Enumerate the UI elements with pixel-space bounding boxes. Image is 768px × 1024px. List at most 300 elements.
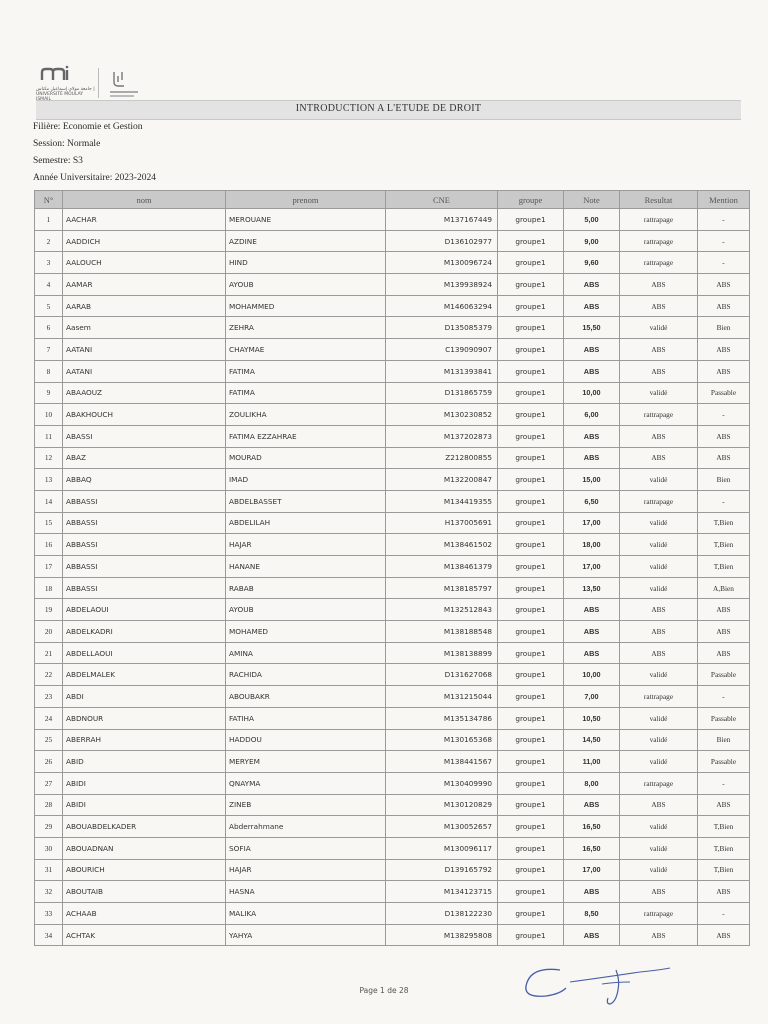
student-mention: Passable <box>698 664 750 686</box>
student-resultat: rattrapage <box>620 404 698 426</box>
student-mention: - <box>698 230 750 252</box>
student-groupe: groupe1 <box>498 686 564 708</box>
table-row <box>35 469 750 491</box>
table-row <box>35 490 750 512</box>
table-row <box>35 903 750 925</box>
student-nom: AAMAR <box>63 274 226 296</box>
student-note: 11,00 <box>564 751 620 773</box>
student-prenom: HANANE <box>226 556 386 578</box>
student-prenom: AYOUB <box>226 274 386 296</box>
student-mention: ABS <box>698 621 750 643</box>
row-number: 30 <box>35 837 63 859</box>
row-number: 15 <box>35 512 63 534</box>
table-row <box>35 425 750 447</box>
row-number: 2 <box>35 230 63 252</box>
student-nom: ACHTAK <box>63 924 226 946</box>
student-nom: ABAZ <box>63 447 226 469</box>
student-groupe: groupe1 <box>498 469 564 491</box>
student-mention: ABS <box>698 339 750 361</box>
table-row <box>35 447 750 469</box>
student-groupe: groupe1 <box>498 751 564 773</box>
student-groupe: groupe1 <box>498 599 564 621</box>
student-mention: T,Bien <box>698 534 750 556</box>
student-nom: ABBASSI <box>63 512 226 534</box>
student-resultat: validé <box>620 556 698 578</box>
filiere-line: Filière: Economie et Gestion <box>33 122 143 132</box>
student-cne: M138461502 <box>386 534 498 556</box>
student-prenom: Abderrahmane <box>226 816 386 838</box>
table-row <box>35 859 750 881</box>
semestre-line: Semestre: S3 <box>33 156 83 166</box>
student-resultat: ABS <box>620 339 698 361</box>
row-number: 20 <box>35 621 63 643</box>
student-cne: D131865759 <box>386 382 498 404</box>
col-header-cne: CNE <box>386 191 498 209</box>
student-note: ABS <box>564 642 620 664</box>
table-row <box>35 686 750 708</box>
student-resultat: validé <box>620 577 698 599</box>
student-mention: T,Bien <box>698 816 750 838</box>
student-prenom: ZOULIKHA <box>226 404 386 426</box>
student-note: 10,00 <box>564 382 620 404</box>
student-cne: M131393841 <box>386 360 498 382</box>
table-row <box>35 230 750 252</box>
student-groupe: groupe1 <box>498 339 564 361</box>
student-prenom: FATIHA <box>226 707 386 729</box>
student-resultat: ABS <box>620 621 698 643</box>
student-note: ABS <box>564 794 620 816</box>
student-resultat: validé <box>620 859 698 881</box>
student-note: 14,50 <box>564 729 620 751</box>
student-nom: ABOUADNAN <box>63 837 226 859</box>
student-prenom: ZEHRA <box>226 317 386 339</box>
table-row <box>35 534 750 556</box>
student-prenom: AMINA <box>226 642 386 664</box>
student-groupe: groupe1 <box>498 447 564 469</box>
row-number: 31 <box>35 859 63 881</box>
row-number: 1 <box>35 209 63 231</box>
row-number: 19 <box>35 599 63 621</box>
table-row <box>35 209 750 231</box>
student-prenom: YAHYA <box>226 924 386 946</box>
student-resultat: validé <box>620 837 698 859</box>
student-prenom: QNAYMA <box>226 772 386 794</box>
student-resultat: ABS <box>620 642 698 664</box>
student-mention: ABS <box>698 794 750 816</box>
col-header-prenom: prenom <box>226 191 386 209</box>
student-resultat: rattrapage <box>620 209 698 231</box>
grades-table <box>34 190 750 946</box>
student-resultat: rattrapage <box>620 490 698 512</box>
student-mention: ABS <box>698 295 750 317</box>
student-mention: Bien <box>698 317 750 339</box>
student-groupe: groupe1 <box>498 621 564 643</box>
student-nom: ABBASSI <box>63 490 226 512</box>
student-prenom: FATIMA <box>226 382 386 404</box>
student-nom: ABBASSI <box>63 534 226 556</box>
student-mention: - <box>698 404 750 426</box>
row-number: 5 <box>35 295 63 317</box>
student-note: 10,50 <box>564 707 620 729</box>
student-cne: M138441567 <box>386 751 498 773</box>
student-mention: - <box>698 209 750 231</box>
student-note: 17,00 <box>564 512 620 534</box>
student-note: 13,50 <box>564 577 620 599</box>
row-number: 18 <box>35 577 63 599</box>
student-note: 6,00 <box>564 404 620 426</box>
student-cne: M130120829 <box>386 794 498 816</box>
student-mention: A,Bien <box>698 577 750 599</box>
student-resultat: ABS <box>620 295 698 317</box>
student-nom: ABDELKADRI <box>63 621 226 643</box>
student-mention: T,Bien <box>698 837 750 859</box>
faculty-logo-icon <box>104 66 144 102</box>
student-prenom: AYOUB <box>226 599 386 621</box>
table-row <box>35 339 750 361</box>
student-prenom: MALIKA <box>226 903 386 925</box>
page-number: Page 1 de 28 <box>359 986 409 995</box>
student-resultat: rattrapage <box>620 686 698 708</box>
student-note: 16,50 <box>564 816 620 838</box>
student-prenom: HASNA <box>226 881 386 903</box>
student-prenom: FATIMA <box>226 360 386 382</box>
student-mention: ABS <box>698 599 750 621</box>
signature <box>520 958 680 1008</box>
student-note: 18,00 <box>564 534 620 556</box>
student-mention: Bien <box>698 469 750 491</box>
student-resultat: ABS <box>620 794 698 816</box>
table-row <box>35 577 750 599</box>
student-cne: M130230852 <box>386 404 498 426</box>
student-nom: ABASSI <box>63 425 226 447</box>
student-resultat: ABS <box>620 599 698 621</box>
student-mention: ABS <box>698 274 750 296</box>
col-header-groupe: groupe <box>498 191 564 209</box>
logo-divider <box>98 68 99 98</box>
row-number: 28 <box>35 794 63 816</box>
student-note: ABS <box>564 447 620 469</box>
student-resultat: validé <box>620 751 698 773</box>
session-line: Session: Normale <box>33 139 101 149</box>
row-number: 3 <box>35 252 63 274</box>
row-number: 11 <box>35 425 63 447</box>
student-mention: - <box>698 772 750 794</box>
student-cne: M139938924 <box>386 274 498 296</box>
student-note: 17,00 <box>564 859 620 881</box>
student-nom: ABIDI <box>63 794 226 816</box>
row-number: 27 <box>35 772 63 794</box>
student-groupe: groupe1 <box>498 642 564 664</box>
student-resultat: validé <box>620 317 698 339</box>
university-logo <box>36 64 148 104</box>
student-cne: M130096724 <box>386 252 498 274</box>
student-cne: M130096117 <box>386 837 498 859</box>
student-mention: - <box>698 903 750 925</box>
student-resultat: rattrapage <box>620 903 698 925</box>
table-row <box>35 621 750 643</box>
row-number: 22 <box>35 664 63 686</box>
table-row <box>35 274 750 296</box>
row-number: 29 <box>35 816 63 838</box>
student-nom: ABOUTAIB <box>63 881 226 903</box>
student-note: ABS <box>564 425 620 447</box>
student-cne: D135085379 <box>386 317 498 339</box>
student-nom: AACHAR <box>63 209 226 231</box>
table-row <box>35 794 750 816</box>
student-mention: - <box>698 252 750 274</box>
student-cne: M135134786 <box>386 707 498 729</box>
student-groupe: groupe1 <box>498 295 564 317</box>
student-groupe: groupe1 <box>498 274 564 296</box>
student-note: 7,00 <box>564 686 620 708</box>
student-cne: M134419355 <box>386 490 498 512</box>
student-groupe: groupe1 <box>498 794 564 816</box>
student-note: 8,00 <box>564 772 620 794</box>
student-note: 9,60 <box>564 252 620 274</box>
student-resultat: validé <box>620 534 698 556</box>
student-nom: AARAB <box>63 295 226 317</box>
student-prenom: HAJAR <box>226 859 386 881</box>
student-cne: M130165368 <box>386 729 498 751</box>
student-mention: ABS <box>698 360 750 382</box>
student-nom: ABBASSI <box>63 556 226 578</box>
student-note: 10,00 <box>564 664 620 686</box>
student-prenom: HAJAR <box>226 534 386 556</box>
student-resultat: ABS <box>620 360 698 382</box>
row-number: 8 <box>35 360 63 382</box>
row-number: 34 <box>35 924 63 946</box>
row-number: 4 <box>35 274 63 296</box>
table-header-row <box>35 191 750 209</box>
student-nom: ABDNOUR <box>63 707 226 729</box>
row-number: 9 <box>35 382 63 404</box>
student-resultat: rattrapage <box>620 252 698 274</box>
table-row <box>35 924 750 946</box>
student-note: 9,00 <box>564 230 620 252</box>
student-prenom: MOHAMMED <box>226 295 386 317</box>
student-groupe: groupe1 <box>498 859 564 881</box>
student-groupe: groupe1 <box>498 404 564 426</box>
student-mention: ABS <box>698 447 750 469</box>
student-groupe: groupe1 <box>498 209 564 231</box>
student-nom: AATANI <box>63 360 226 382</box>
student-nom: AATANI <box>63 339 226 361</box>
student-nom: ABID <box>63 751 226 773</box>
student-groupe: groupe1 <box>498 252 564 274</box>
col-header-num: N° <box>35 191 63 209</box>
table-row <box>35 360 750 382</box>
row-number: 6 <box>35 317 63 339</box>
student-groupe: groupe1 <box>498 360 564 382</box>
student-prenom: SOFIA <box>226 837 386 859</box>
student-resultat: ABS <box>620 881 698 903</box>
col-header-mention: Mention <box>698 191 750 209</box>
col-header-resultat: Resultat <box>620 191 698 209</box>
student-mention: - <box>698 490 750 512</box>
student-note: 5,00 <box>564 209 620 231</box>
student-note: ABS <box>564 360 620 382</box>
student-prenom: HIND <box>226 252 386 274</box>
student-mention: T,Bien <box>698 512 750 534</box>
row-number: 21 <box>35 642 63 664</box>
document-title: INTRODUCTION A L'ETUDE DE DROIT <box>295 103 482 114</box>
student-nom: ABDELAOUI <box>63 599 226 621</box>
student-cne: M130409990 <box>386 772 498 794</box>
student-nom: ABDELLAOUI <box>63 642 226 664</box>
student-prenom: RACHIDA <box>226 664 386 686</box>
student-nom: ABBAQ <box>63 469 226 491</box>
row-number: 24 <box>35 707 63 729</box>
title-band <box>36 100 741 120</box>
student-prenom: MEROUANE <box>226 209 386 231</box>
table-row <box>35 881 750 903</box>
student-cne: M137202873 <box>386 425 498 447</box>
student-prenom: CHAYMAE <box>226 339 386 361</box>
table-row <box>35 404 750 426</box>
student-groupe: groupe1 <box>498 837 564 859</box>
student-resultat: ABS <box>620 447 698 469</box>
student-cne: M138461379 <box>386 556 498 578</box>
student-prenom: MOURAD <box>226 447 386 469</box>
student-note: ABS <box>564 339 620 361</box>
student-mention: T,Bien <box>698 556 750 578</box>
student-note: 17,00 <box>564 556 620 578</box>
student-cne: M132200847 <box>386 469 498 491</box>
student-groupe: groupe1 <box>498 729 564 751</box>
col-header-nom: nom <box>63 191 226 209</box>
student-nom: ABOUABDELKADER <box>63 816 226 838</box>
student-mention: ABS <box>698 642 750 664</box>
student-groupe: groupe1 <box>498 903 564 925</box>
row-number: 26 <box>35 751 63 773</box>
table-row <box>35 837 750 859</box>
student-nom: ABERRAH <box>63 729 226 751</box>
table-row <box>35 382 750 404</box>
student-nom: AADDICH <box>63 230 226 252</box>
student-note: 15,00 <box>564 469 620 491</box>
student-resultat: ABS <box>620 425 698 447</box>
student-mention: ABS <box>698 924 750 946</box>
student-mention: T,Bien <box>698 859 750 881</box>
student-cne: M137167449 <box>386 209 498 231</box>
student-cne: D139165792 <box>386 859 498 881</box>
student-note: ABS <box>564 599 620 621</box>
student-nom: ABDELMALEK <box>63 664 226 686</box>
row-number: 25 <box>35 729 63 751</box>
row-number: 23 <box>35 686 63 708</box>
student-resultat: validé <box>620 469 698 491</box>
student-groupe: groupe1 <box>498 924 564 946</box>
table-row <box>35 772 750 794</box>
student-groupe: groupe1 <box>498 534 564 556</box>
grades-table-body <box>35 209 750 946</box>
student-nom: AALOUCH <box>63 252 226 274</box>
table-row <box>35 729 750 751</box>
student-resultat: validé <box>620 707 698 729</box>
student-resultat: ABS <box>620 924 698 946</box>
row-number: 33 <box>35 903 63 925</box>
student-prenom: MERYEM <box>226 751 386 773</box>
student-groupe: groupe1 <box>498 881 564 903</box>
student-prenom: AZDINE <box>226 230 386 252</box>
student-resultat: rattrapage <box>620 230 698 252</box>
logo-caption: جامعة مولاي إسماعيل مكناس | UNIVERSITÉ MOULAY <box>36 87 95 97</box>
table-row <box>35 512 750 534</box>
student-prenom: ABOUBAKR <box>226 686 386 708</box>
student-mention: ABS <box>698 881 750 903</box>
student-note: 8,50 <box>564 903 620 925</box>
student-groupe: groupe1 <box>498 317 564 339</box>
student-resultat: validé <box>620 729 698 751</box>
student-cne: M138295808 <box>386 924 498 946</box>
student-cne: M146063294 <box>386 295 498 317</box>
student-mention: - <box>698 686 750 708</box>
student-mention: Passable <box>698 751 750 773</box>
student-prenom: ZINEB <box>226 794 386 816</box>
student-nom: ABBASSI <box>63 577 226 599</box>
student-cne: M132512843 <box>386 599 498 621</box>
row-number: 13 <box>35 469 63 491</box>
student-groupe: groupe1 <box>498 382 564 404</box>
table-row <box>35 751 750 773</box>
student-nom: ACHAAB <box>63 903 226 925</box>
table-row <box>35 599 750 621</box>
table-row <box>35 642 750 664</box>
student-prenom: ABDELILAH <box>226 512 386 534</box>
student-cne: M130052657 <box>386 816 498 838</box>
student-nom: ABAAOUZ <box>63 382 226 404</box>
col-header-note: Note <box>564 191 620 209</box>
student-resultat: validé <box>620 664 698 686</box>
row-number: 7 <box>35 339 63 361</box>
student-cne: Z212800855 <box>386 447 498 469</box>
table-row <box>35 664 750 686</box>
student-cne: M131215044 <box>386 686 498 708</box>
student-cne: C139090907 <box>386 339 498 361</box>
student-mention: Passable <box>698 382 750 404</box>
student-groupe: groupe1 <box>498 512 564 534</box>
table-row <box>35 317 750 339</box>
student-groupe: groupe1 <box>498 425 564 447</box>
row-number: 17 <box>35 556 63 578</box>
student-resultat: rattrapage <box>620 772 698 794</box>
row-number: 16 <box>35 534 63 556</box>
student-prenom: MOHAMED <box>226 621 386 643</box>
student-groupe: groupe1 <box>498 707 564 729</box>
student-mention: Passable <box>698 707 750 729</box>
student-note: 6,50 <box>564 490 620 512</box>
student-prenom: ABDELBASSET <box>226 490 386 512</box>
student-cne: M138138899 <box>386 642 498 664</box>
student-groupe: groupe1 <box>498 577 564 599</box>
student-groupe: groupe1 <box>498 230 564 252</box>
table-row <box>35 707 750 729</box>
student-groupe: groupe1 <box>498 556 564 578</box>
student-resultat: validé <box>620 512 698 534</box>
student-cne: D131627068 <box>386 664 498 686</box>
student-resultat: ABS <box>620 274 698 296</box>
student-note: ABS <box>564 881 620 903</box>
annee-line: Année Universitaire: 2023-2024 <box>33 173 156 183</box>
student-cne: H137005691 <box>386 512 498 534</box>
student-nom: Aasem <box>63 317 226 339</box>
student-nom: ABIDI <box>63 772 226 794</box>
student-cne: M134123715 <box>386 881 498 903</box>
student-groupe: groupe1 <box>498 772 564 794</box>
student-prenom: FATIMA EZZAHRAE <box>226 425 386 447</box>
student-resultat: validé <box>620 816 698 838</box>
student-resultat: validé <box>620 382 698 404</box>
